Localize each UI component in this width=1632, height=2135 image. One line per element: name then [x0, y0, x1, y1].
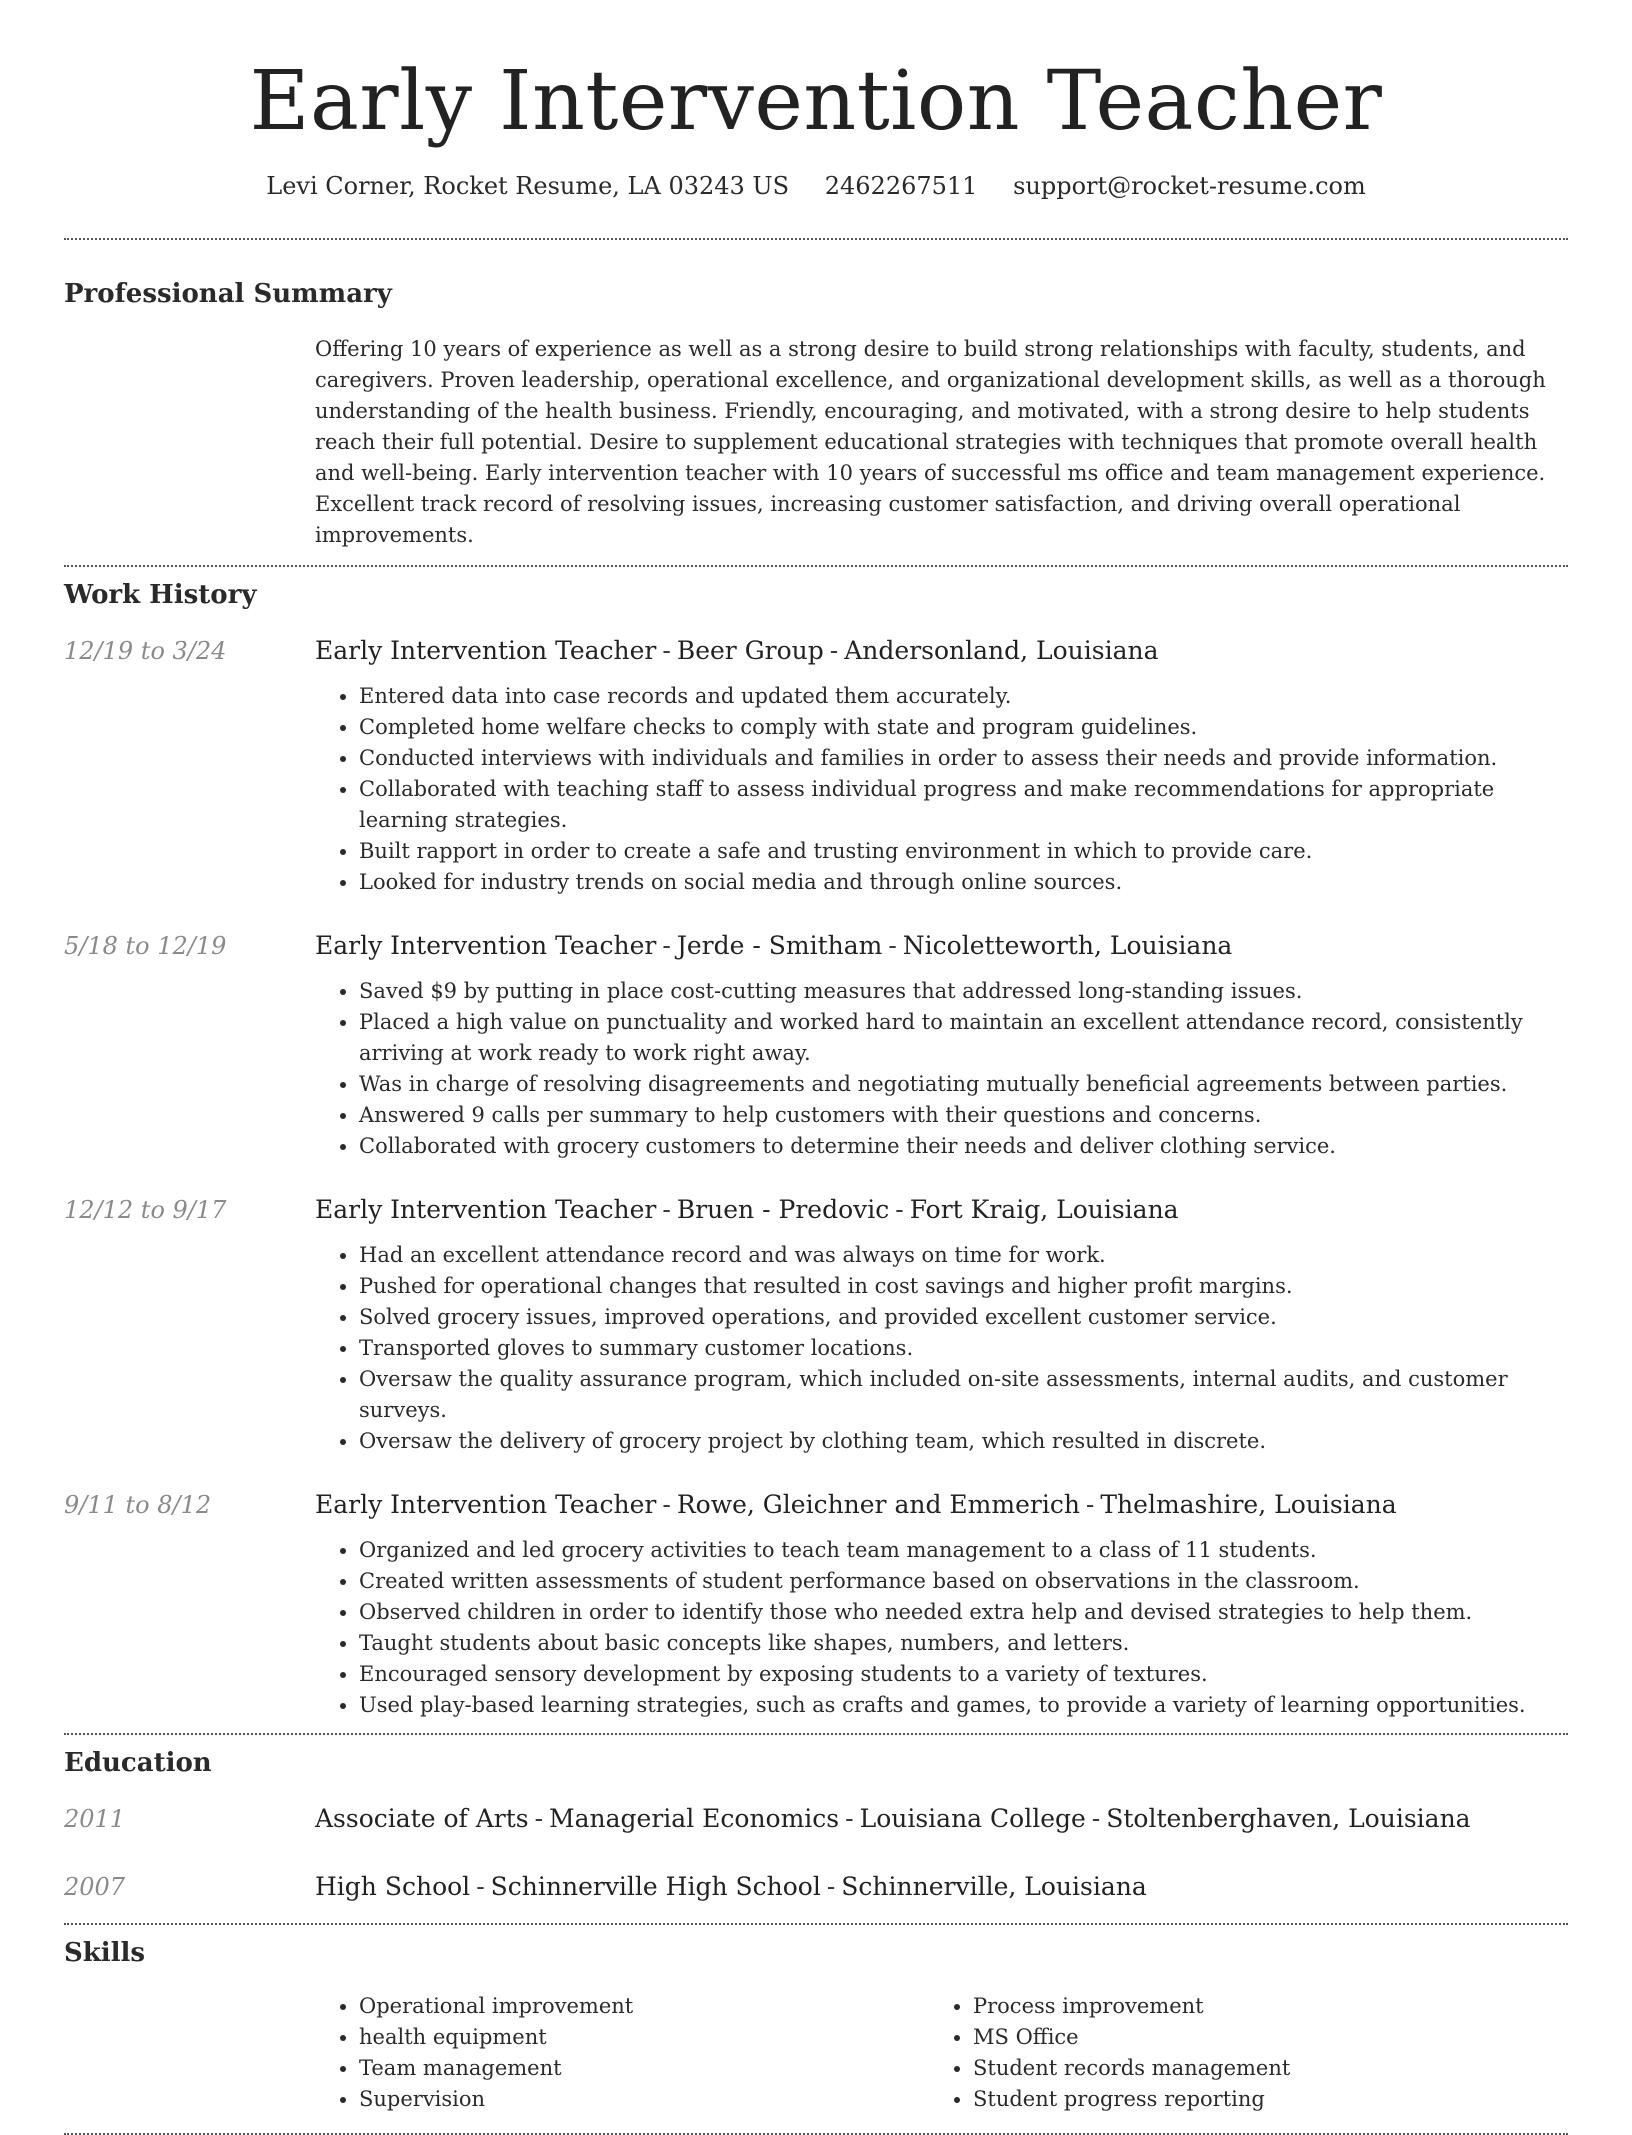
job-bullets: [315, 681, 1568, 898]
job-body: [315, 930, 1568, 1162]
job-bullets: [315, 1535, 1568, 1721]
list-item: • Built rapport in order to create a safe and trusting environment in which to provide care.: [359, 836, 1568, 867]
divider: [64, 565, 1568, 567]
job-date: 5/18 to 12/19: [64, 932, 227, 960]
contact-address: Levi Corner, Rocket Resume, LA 03243 US: [266, 172, 790, 200]
list-item: • Encouraged sensory development by exposing students to a variety of textures.: [359, 1659, 1568, 1690]
job-company: Beer Group: [676, 636, 824, 665]
job-body: [315, 1194, 1568, 1457]
list-item: • Oversaw the quality assurance program, which included on-site assessments, internal audits, and customer surveys.: [359, 1364, 1568, 1426]
job-location: Nicoletteworth, Louisiana: [902, 931, 1233, 960]
section-title-summary: Professional Summary: [64, 279, 392, 309]
list-item: • Was in charge of resolving disagreements and negotiating mutually beneficial agreements between parties.: [359, 1069, 1568, 1100]
list-item: • Placed a high value on punctuality and worked hard to maintain an excellent attendance record, consistently arriving at work ready to work right away.: [359, 1007, 1568, 1069]
list-item: • Collaborated with teaching staff to assess individual progress and make recommendations for appropriate learning strategies.: [359, 774, 1568, 836]
list-item: • Saved $9 by putting in place cost-cutting measures that addressed long-standing issues.: [359, 976, 1568, 1007]
list-item: • Student progress reporting: [973, 2084, 1543, 2115]
section-title-work: Work History: [64, 580, 257, 610]
list-item: • Entered data into case records and updated them accurately.: [359, 681, 1568, 712]
divider: [64, 1733, 1568, 1735]
list-item: • Created written assessments of student performance based on observations in the classroom.: [359, 1566, 1568, 1597]
education-date: 2007: [64, 1873, 126, 1901]
job-heading: Early Intervention Teacher - Rowe, Gleichner and Emmerich - Thelmashire, Louisiana: [315, 1490, 1397, 1519]
job-heading: Early Intervention Teacher - Bruen - Predovic - Fort Kraig, Louisiana: [315, 1195, 1179, 1224]
contact-phone: 2462267511: [824, 172, 978, 200]
education-heading: Associate of Arts - Managerial Economics - Louisiana College - Stoltenberghaven, Louisiana: [315, 1804, 1471, 1833]
job-company: Bruen - Predovic: [676, 1195, 890, 1224]
job-body: [315, 1489, 1568, 1721]
list-item: • Taught students about basic concepts like shapes, numbers, and letters.: [359, 1628, 1568, 1659]
education-school: Schinnerville High School: [490, 1872, 821, 1901]
contact-line: [64, 170, 1568, 202]
education-school: Louisiana College: [859, 1804, 1086, 1833]
list-item: • Transported gloves to summary customer locations.: [359, 1333, 1568, 1364]
divider: [64, 238, 1568, 240]
list-item: • Used play-based learning strategies, such as crafts and games, to provide a variety of learning opportunities.: [359, 1690, 1568, 1721]
job-company: Rowe, Gleichner and Emmerich: [676, 1490, 1080, 1519]
education-field: Managerial Economics: [549, 1804, 840, 1833]
education-degree: Associate of Arts: [315, 1804, 529, 1833]
list-item: • MS Office: [973, 2022, 1543, 2053]
list-item: • Collaborated with grocery customers to determine their needs and deliver clothing service.: [359, 1131, 1568, 1162]
education-entry: [64, 1871, 1568, 1903]
skills-list: [315, 1991, 1568, 2115]
list-item: • Conducted interviews with individuals and families in order to assess their needs and provide information.: [359, 743, 1568, 774]
job-entry: [64, 1194, 1568, 1457]
job-date: 12/19 to 3/24: [64, 637, 227, 665]
job-entry: [64, 635, 1568, 898]
list-item: • Pushed for operational changes that resulted in cost savings and higher profit margins.: [359, 1271, 1568, 1302]
list-item: • Answered 9 calls per summary to help customers with their questions and concerns.: [359, 1100, 1568, 1131]
list-item: • Solved grocery issues, improved operations, and provided excellent customer service.: [359, 1302, 1568, 1333]
list-item: • Operational improvement: [359, 1991, 929, 2022]
resume-page: [64, 0, 1568, 2135]
job-date: 12/12 to 9/17: [64, 1196, 227, 1224]
job-bullets: [315, 976, 1568, 1162]
list-item: • Observed children in order to identify those who needed extra help and devised strategies to help them.: [359, 1597, 1568, 1628]
job-entry: [64, 930, 1568, 1162]
job-heading: Early Intervention Teacher - Beer Group - Andersonland, Louisiana: [315, 636, 1159, 665]
job-role: Early Intervention Teacher: [315, 1490, 657, 1519]
list-item: • Student records management: [973, 2053, 1543, 2084]
skills-column-left: [315, 1991, 929, 2115]
skills-column-right: [929, 1991, 1543, 2115]
job-location: Andersonland, Louisiana: [844, 636, 1159, 665]
list-item: • health equipment: [359, 2022, 929, 2053]
divider: [64, 1923, 1568, 1925]
section-title-education: Education: [64, 1748, 212, 1778]
list-item: • Team management: [359, 2053, 929, 2084]
education-heading: High School - Schinnerville High School - Schinnerville, Louisiana: [315, 1872, 1147, 1901]
list-item: • Process improvement: [973, 1991, 1543, 2022]
education-location: Stoltenberghaven, Louisiana: [1106, 1804, 1471, 1833]
list-item: • Organized and led grocery activities to teach team management to a class of 11 students.: [359, 1535, 1568, 1566]
contact-email: support@rocket-resume.com: [1013, 172, 1366, 200]
resume-name: Early Intervention Teacher: [249, 54, 1383, 149]
education-date: 2011: [64, 1805, 126, 1833]
job-body: [315, 635, 1568, 898]
job-date: 9/11 to 8/12: [64, 1491, 212, 1519]
list-item: • Looked for industry trends on social media and through online sources.: [359, 867, 1568, 898]
job-heading: Early Intervention Teacher - Jerde - Smitham - Nicoletteworth, Louisiana: [315, 931, 1233, 960]
job-bullets: [315, 1240, 1568, 1457]
summary-text: Offering 10 years of experience as well as a strong desire to build strong relationships with faculty, students, and caregivers. Proven leadership, operational excellence, and organizational development skills, as well as a thorough understanding of the health business. Friendly, encouraging, and motivated, with a strong desire to help students reach their full potential. Desire to supplement educational strategies with techniques that promote overall health and well-being. Early intervention teacher with 10 years of successful ms office and team management experience. Excellent track record of resolving issues, increasing customer satisfaction, and driving overall operational improvements.: [315, 337, 1546, 547]
list-item: • Supervision: [359, 2084, 929, 2115]
list-item: • Completed home welfare checks to comply with state and program guidelines.: [359, 712, 1568, 743]
job-location: Fort Kraig, Louisiana: [909, 1195, 1179, 1224]
list-item: • Had an excellent attendance record and was always on time for work.: [359, 1240, 1568, 1271]
job-role: Early Intervention Teacher: [315, 1195, 657, 1224]
job-entry: [64, 1489, 1568, 1721]
job-role: Early Intervention Teacher: [315, 931, 657, 960]
job-location: Thelmashire, Louisiana: [1100, 1490, 1397, 1519]
education-location: Schinnerville, Louisiana: [841, 1872, 1147, 1901]
job-role: Early Intervention Teacher: [315, 636, 657, 665]
job-company: Jerde - Smitham: [676, 931, 883, 960]
education-degree: High School: [315, 1872, 471, 1901]
section-title-skills: Skills: [64, 1938, 146, 1968]
education-entry: [64, 1803, 1568, 1835]
list-item: • Oversaw the delivery of grocery project by clothing team, which resulted in discrete.: [359, 1426, 1568, 1457]
